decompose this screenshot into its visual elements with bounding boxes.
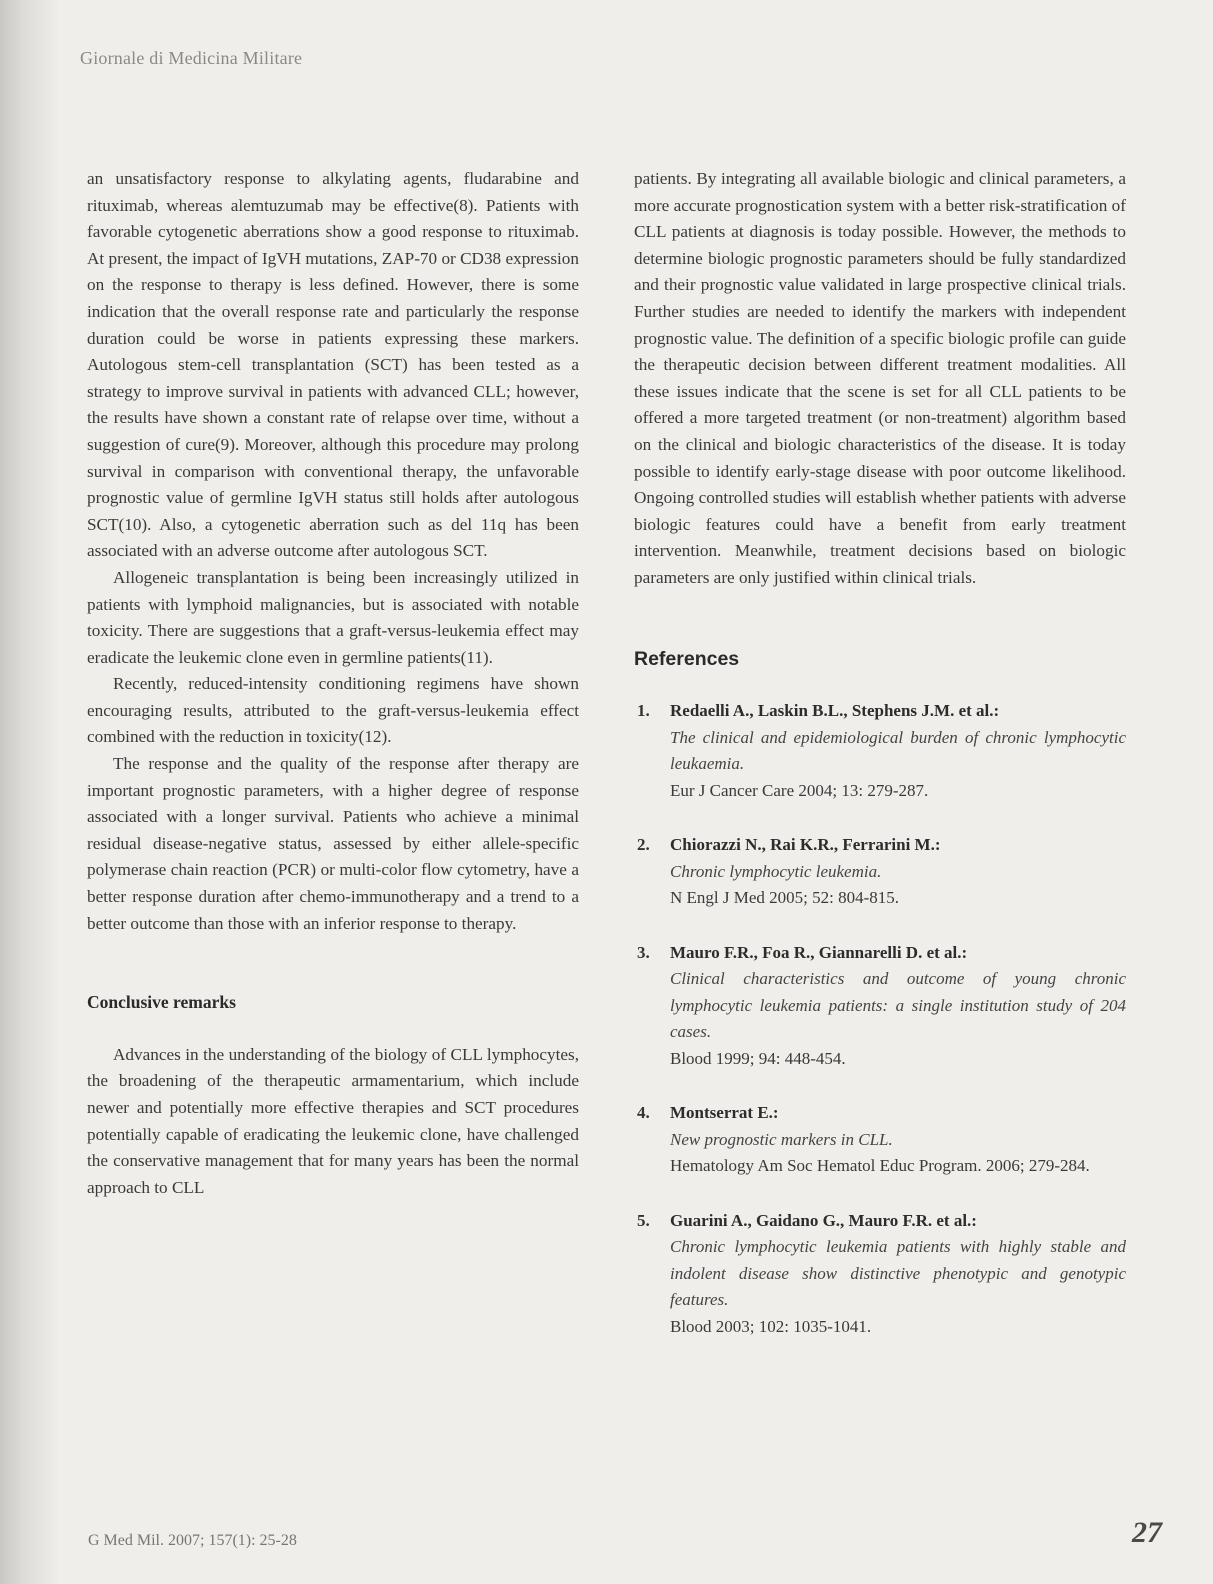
body-paragraph: an unsatisfactory response to alkylating agents, fludarabine and rituximab, whereas alemtuzumab may be effective(8). Patients with favorable cytogenetic aberrations show a good response to rituximab. At present, the impact of IgVH mutations, ZAP-70 or CD38 expression on the response to therapy is less defined. However, there is some indication that the overall response rate and particularly the response duration could be worse in patients expressing these markers. Autologous stem-cell transplantation (SCT) has been tested as a strategy to improve survival in patients with advanced CLL; however, the results have shown a constant rate of relapse over time, without a suggestion of cure(9). Moreover, although this procedure may prolong survival in comparison with conventional therapy, the unfavorable prognostic value of germline IgVH status still holds after autologous SCT(10). Also, a cytogenetic aberration such as del 11q has been associated with an adverse outcome after autologous SCT. [87, 169, 579, 561]
reference-number: 2. [637, 835, 650, 855]
reference-item [634, 940, 1126, 1073]
left-column [87, 166, 579, 1201]
body-paragraph: Allogeneic transplantation is being been increasingly utilized in patients with lymphoid malignancies, but is associated with notable toxicity. There are suggestions that a graft-versus-leukemia effect may eradicate the leukemic clone even in germline patients(11). [87, 567, 579, 667]
reference-item [634, 1100, 1126, 1180]
reference-title: Chronic lymphocytic leukemia. [670, 861, 882, 881]
page-gutter-shadow [0, 0, 60, 1584]
reference-number: 1. [637, 701, 650, 721]
reference-authors: Mauro F.R., Foa R., Giannarelli D. et al.: [670, 942, 968, 962]
reference-number: 3. [637, 942, 650, 962]
body-paragraph: The response and the quality of the response after therapy are important prognostic parameters, with a higher degree of response associated with a longer survival. Patients who achieve a minimal residual disease-negative status, assessed by either allele-specific polymerase chain reaction (PCR) or multi-color flow cytometry, have a better response duration after chemo-immunotherapy and a trend to a better outcome than those with an inferior response to therapy. [87, 754, 579, 933]
journal-running-head: Giornale di Medicina Militare [80, 48, 303, 68]
reference-source: N Engl J Med 2005; 52: 804-815. [670, 888, 900, 908]
reference-number: 5. [637, 1210, 650, 1230]
reference-item [634, 698, 1126, 804]
references-heading: References [634, 647, 740, 670]
right-column [634, 166, 1126, 1340]
page-number: 27 [1132, 1516, 1162, 1549]
reference-title: The clinical and epidemiological burden of chronic lymphocytic leukaemia. [670, 727, 1126, 774]
body-paragraph: patients. By integrating all available biologic and clinical parameters, a more accurate prognostication system with a better risk-stratification of CLL patients at diagnosis is today possible. However, the methods to determine biologic prognostic parameters should be fully standardized and their prognostic value validated in large prospective clinical trials. Further studies are needed to identify the markers with independent prognostic value. The definition of a specific biologic profile can guide the therapeutic decision between different treatment modalities. All these issues indicate that the scene is set for all CLL patients to be offered a more targeted treatment (or non-treatment) algorithm based on the clinical and biologic characteristics of the disease. It is today possible to identify early-stage disease with poor outcome likelihood. Ongoing controlled studies will establish whether patients with adverse biologic features could have a benefit from early treatment intervention. Meanwhile, treatment decisions based on biologic parameters are only justified within clinical trials. [634, 169, 1126, 587]
reference-number: 4. [637, 1103, 650, 1123]
reference-source: Hematology Am Soc Hematol Educ Program. 2006; 279-284. [670, 1156, 1090, 1176]
body-paragraph: Recently, reduced-intensity conditioning regimens have shown encouraging results, attributed to the graft-versus-leukemia effect combined with the reduction in toxicity(12). [87, 674, 579, 747]
reference-authors: Redaelli A., Laskin B.L., Stephens J.M. et al.: [670, 701, 1000, 721]
reference-title: Clinical characteristics and outcome of young chronic lymphocytic leukemia patients: a single institution study of 204 cases. [670, 969, 1126, 1042]
reference-item [634, 1208, 1126, 1341]
conclusion-paragraph: Advances in the understanding of the biology of CLL lymphocytes, the broadening of the therapeutic armamentarium, which include newer and potentially more effective therapies and SCT procedures potentially capable of eradicating the leukemic clone, have challenged the conservative management that for many years has been the normal approach to CLL [87, 1044, 579, 1197]
reference-source: Blood 1999; 94: 448-454. [670, 1048, 846, 1068]
reference-title: New prognostic markers in CLL. [670, 1129, 893, 1149]
section-heading-conclusive-remarks: Conclusive remarks [87, 992, 236, 1013]
reference-authors: Montserrat E.: [670, 1103, 779, 1123]
reference-title: Chronic lymphocytic leukemia patients with highly stable and indolent disease show distinctive phenotypic and genotypic features. [670, 1237, 1126, 1310]
reference-source: Eur J Cancer Care 2004; 13: 279-287. [670, 780, 929, 800]
reference-source: Blood 2003; 102: 1035-1041. [670, 1316, 872, 1336]
reference-item [634, 832, 1126, 912]
reference-authors: Chiorazzi N., Rai K.R., Ferrarini M.: [670, 835, 941, 855]
footer-citation: G Med Mil. 2007; 157(1): 25-28 [88, 1532, 297, 1549]
reference-authors: Guarini A., Gaidano G., Mauro F.R. et al.: [670, 1210, 977, 1230]
